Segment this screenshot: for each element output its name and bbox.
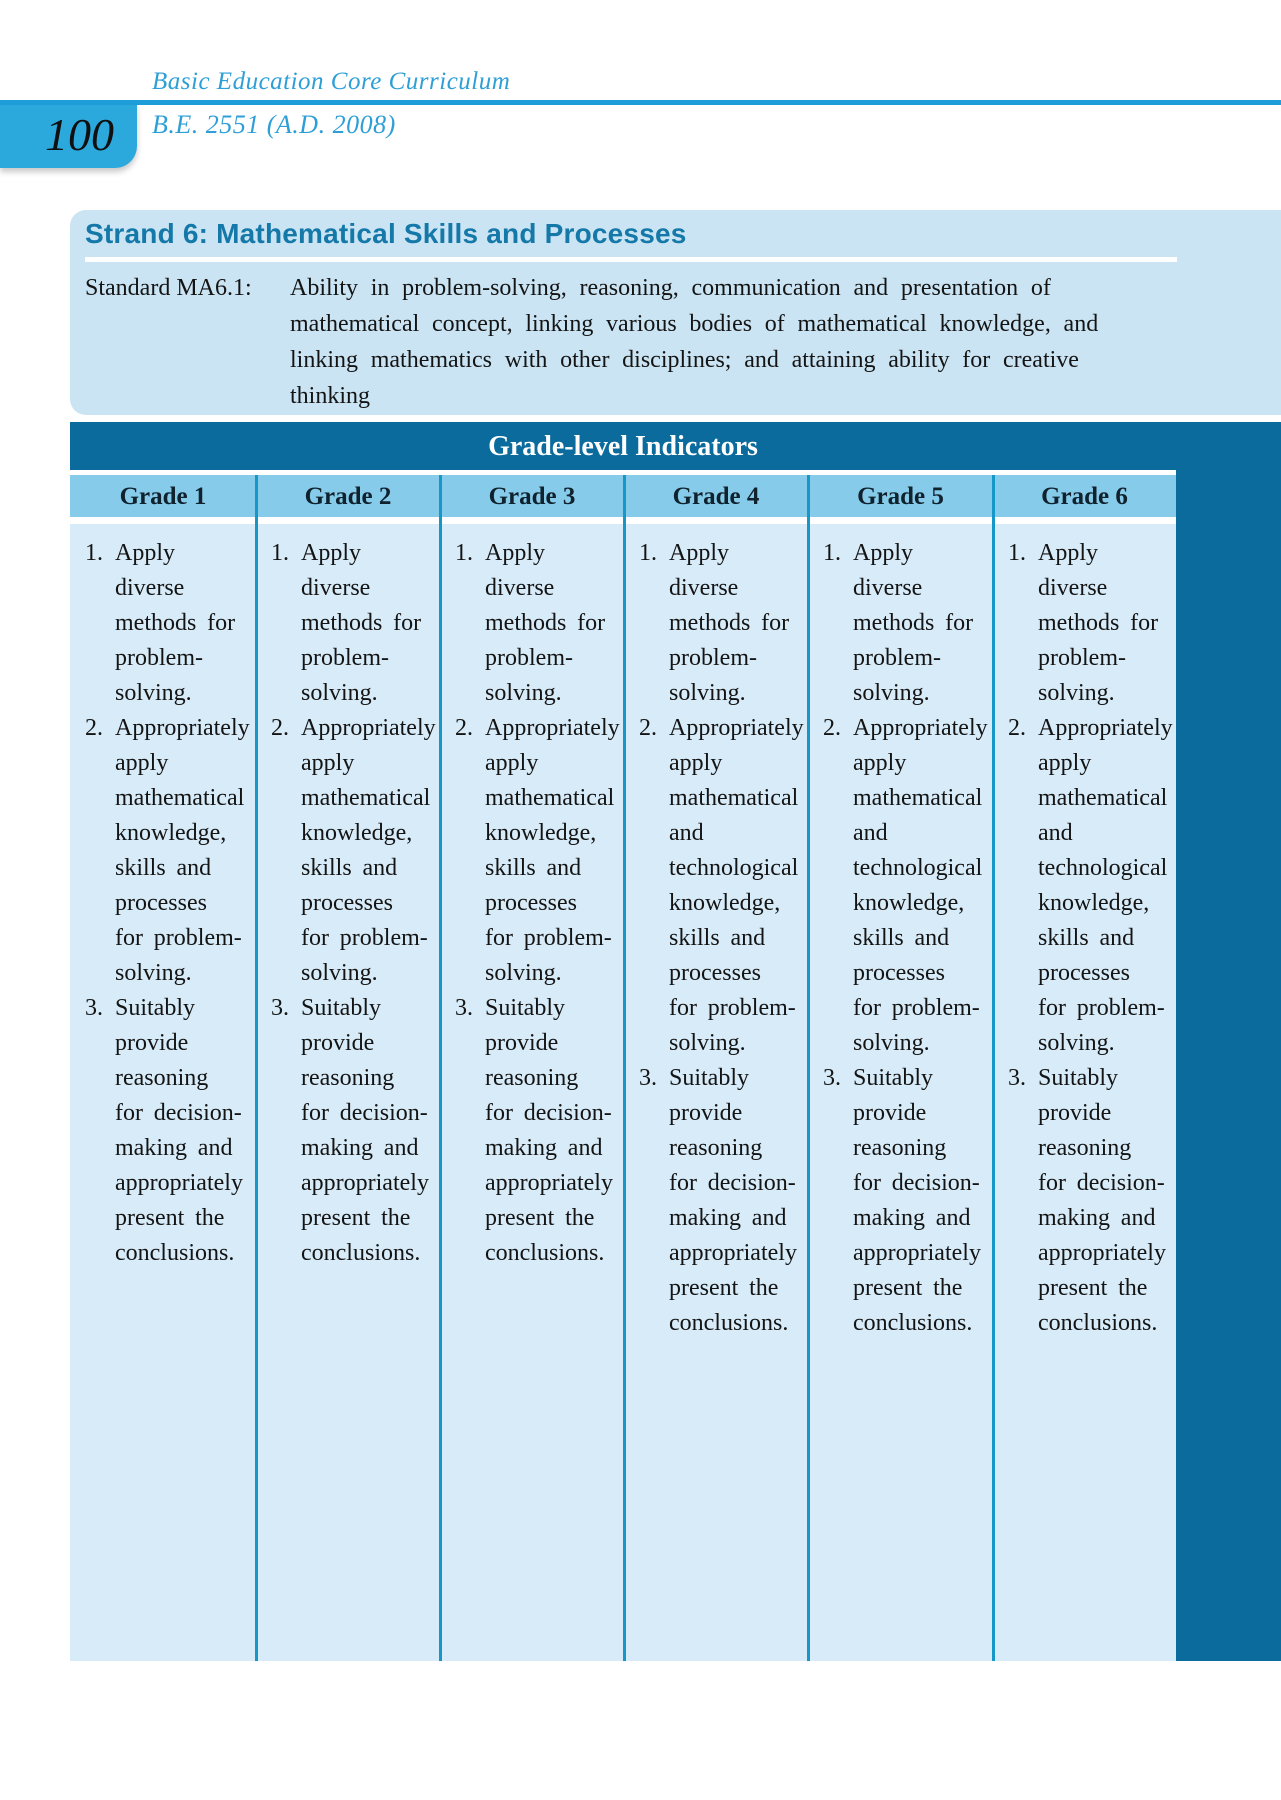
item-number: 3. — [823, 1065, 841, 1091]
indicator-item — [455, 711, 621, 991]
item-text: Appropriately apply mathematical and technological knowledge, skills and processes for problem- solving. — [853, 715, 988, 1056]
item-text: Suitably provide reasoning for decision- making and appropriately present the conclusions. — [1038, 1065, 1166, 1336]
column-divider — [439, 475, 442, 1661]
item-number: 3. — [455, 995, 473, 1021]
item-text: Apply diverse methods for problem- solving. — [485, 540, 606, 706]
indicator-item — [1008, 1061, 1173, 1341]
indicator-item — [455, 536, 621, 711]
indicators-table — [70, 422, 1281, 1661]
item-number: 2. — [271, 715, 289, 741]
grade-2-header: Grade 2 — [256, 475, 440, 518]
item-number: 1. — [823, 540, 841, 566]
strand-box — [70, 210, 1281, 415]
item-text: Appropriately apply mathematical and technological knowledge, skills and processes for problem- solving. — [669, 715, 804, 1056]
item-number: 1. — [639, 540, 657, 566]
column-divider — [807, 475, 810, 1661]
strand-title: Strand 6: Mathematical Skills and Processes — [85, 218, 687, 249]
standard-label: Standard MA6.1: — [85, 275, 252, 301]
item-text: Suitably provide reasoning for decision- making and appropriately present the conclusions. — [669, 1065, 797, 1336]
item-number: 3. — [85, 995, 103, 1021]
grade-6-header: Grade 6 — [993, 475, 1176, 518]
item-number: 1. — [85, 540, 103, 566]
indicator-item — [85, 991, 253, 1271]
indicator-item — [455, 991, 621, 1271]
grade-4-cell — [624, 524, 808, 1661]
grade-5-header: Grade 5 — [808, 475, 993, 518]
column-divider — [623, 475, 626, 1661]
edition-line: B.E. 2551 (A.D. 2008) — [152, 110, 396, 139]
indicator-item — [639, 1061, 805, 1341]
indicator-item — [1008, 536, 1173, 711]
item-text: Suitably provide reasoning for decision- making and appropriately present the conclusions. — [301, 995, 429, 1266]
grade-1-header: Grade 1 — [70, 475, 256, 518]
standard-paragraph — [85, 270, 1281, 414]
item-text: Appropriately apply mathematical knowledge, skills and processes for problem- solving. — [301, 715, 436, 986]
indicator-item — [639, 536, 805, 711]
item-text: Apply diverse methods for problem- solving. — [853, 540, 974, 706]
item-number: 3. — [271, 995, 289, 1021]
strand-title-underline — [85, 257, 1177, 262]
indicator-item — [1008, 711, 1173, 1061]
item-text: Suitably provide reasoning for decision- making and appropriately present the conclusions. — [115, 995, 243, 1266]
item-text: Appropriately apply mathematical and technological knowledge, skills and processes for problem- solving. — [1038, 715, 1173, 1056]
indicator-item — [271, 536, 437, 711]
item-number: 2. — [455, 715, 473, 741]
indicator-item — [85, 536, 253, 711]
item-number: 2. — [639, 715, 657, 741]
item-text: Suitably provide reasoning for decision- making and appropriately present the conclusions. — [853, 1065, 981, 1336]
item-number: 2. — [1008, 715, 1026, 741]
item-text: Apply diverse methods for problem- solving. — [669, 540, 790, 706]
item-number: 1. — [455, 540, 473, 566]
indicator-item — [823, 1061, 990, 1341]
item-text: Apply diverse methods for problem- solving. — [115, 540, 236, 706]
indicator-item — [271, 711, 437, 991]
item-number: 1. — [271, 540, 289, 566]
item-text: Apply diverse methods for problem- solving. — [1038, 540, 1159, 706]
standard-text: Ability in problem-solving, reasoning, communication and presentation of mathematical concept, linking various bodies of mathematical knowledge, and linking mathematics with other disciplines; and attaining ability for creative thinking — [290, 275, 1099, 409]
indicator-item — [823, 536, 990, 711]
indicator-item — [823, 711, 990, 1061]
grade-3-cell — [440, 524, 624, 1661]
item-number: 3. — [1008, 1065, 1026, 1091]
item-text: Appropriately apply mathematical knowledge, skills and processes for problem- solving. — [115, 715, 250, 986]
page-number-badge — [0, 105, 137, 168]
page-number: 100 — [45, 109, 114, 160]
item-number: 2. — [823, 715, 841, 741]
column-divider — [255, 475, 258, 1661]
column-divider — [992, 475, 995, 1661]
grade-4-header: Grade 4 — [624, 475, 808, 518]
item-text: Suitably provide reasoning for decision- making and appropriately present the conclusions. — [485, 995, 613, 1266]
grade-5-cell — [808, 524, 993, 1661]
item-number: 2. — [85, 715, 103, 741]
indicator-item — [271, 991, 437, 1271]
indicator-item — [85, 711, 253, 991]
table-title: Grade-level Indicators — [488, 431, 758, 462]
item-number: 1. — [1008, 540, 1026, 566]
indicator-item — [639, 711, 805, 1061]
grade-1-cell — [70, 524, 256, 1661]
grade-3-header: Grade 3 — [440, 475, 624, 518]
item-text: Appropriately apply mathematical knowledge, skills and processes for problem- solving. — [485, 715, 620, 986]
item-number: 3. — [639, 1065, 657, 1091]
item-text: Apply diverse methods for problem- solving. — [301, 540, 422, 706]
grade-2-cell — [256, 524, 440, 1661]
book-title: Basic Education Core Curriculum — [152, 68, 511, 95]
header-rule — [0, 100, 1281, 105]
grade-6-cell — [993, 524, 1176, 1661]
